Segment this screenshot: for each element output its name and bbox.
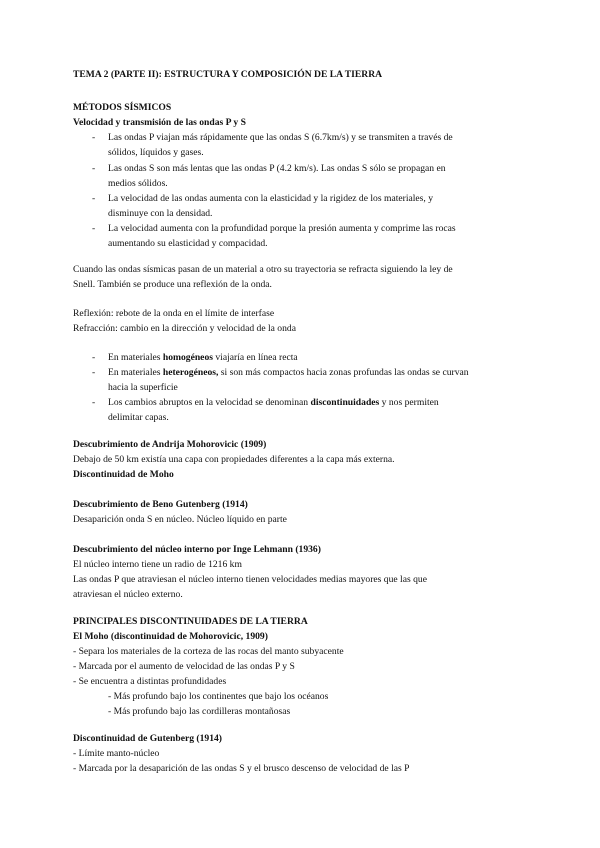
list-item: - Se encuentra a distintas profundidades: [73, 676, 227, 687]
list-item: La velocidad aumenta con la profundidad porque la presión aumenta y comprime las rocas: [108, 223, 456, 234]
bold-term: discontinuidades: [310, 397, 380, 408]
definition-refraccion: Refracción: cambio en la dirección y velocidad de la onda: [73, 323, 296, 334]
text-run: En materiales: [108, 367, 163, 378]
text-run: En materiales: [108, 352, 163, 363]
heading-mohorovicic: Descubrimiento de Andrija Mohorovicic (1909): [73, 439, 267, 450]
list-item: [108, 396, 439, 411]
text-lehmann-3: atraviesan el núcleo externo.: [73, 589, 183, 600]
sub-list-item: - Más profundo bajo las cordilleras montañosas: [108, 706, 291, 717]
definition-reflexion: Reflexión: rebote de la onda en el límite de interfase: [73, 308, 275, 319]
heading-discontinuidad-gutenberg: Discontinuidad de Gutenberg (1914): [73, 733, 222, 744]
bold-term: homogéneos: [162, 352, 213, 363]
text-gutenberg: Desaparición onda S en núcleo. Núcleo líquido en parte: [73, 514, 287, 525]
subheading-velocidad: Velocidad y transmisión de las ondas P y S: [73, 117, 246, 128]
list-item: - Límite manto-núcleo: [73, 748, 160, 759]
bullet-dash: -: [92, 367, 96, 378]
page-title: TEMA 2 (PARTE II): ESTRUCTURA Y COMPOSICIÓN DE LA TIERRA: [73, 69, 383, 80]
paragraph-line: Cuando las ondas sísmicas pasan de un material a otro su trayectoria se refracta siguiendo la ley de: [73, 264, 453, 275]
list-item: Las ondas P viajan más rápidamente que las ondas S (6.7km/s) y se transmiten a través de: [108, 132, 453, 143]
heading-moho: El Moho (discontinuidad de Mohorovicic, 1909): [73, 631, 268, 642]
heading-gutenberg: Descubrimiento de Beno Gutenberg (1914): [73, 499, 248, 510]
list-item-continuation: aumentando su elasticidad y compacidad.: [108, 238, 268, 249]
bullet-dash: -: [92, 193, 96, 204]
text-lehmann-1: El núcleo interno tiene un radio de 1216 km: [73, 559, 242, 570]
text-run: Los cambios abruptos en la velocidad se denominan: [108, 397, 311, 408]
heading-lehmann: Descubrimiento del núcleo interno por Inge Lehmann (1936): [73, 544, 321, 555]
list-item: - Separa los materiales de la corteza de las rocas del manto subyacente: [73, 646, 344, 657]
text-lehmann-2: Las ondas P que atraviesan el núcleo interno tienen velocidades medias mayores que las que: [73, 574, 427, 585]
bullet-dash: -: [92, 132, 96, 143]
list-item-continuation: hacia la superficie: [108, 382, 178, 393]
list-item: - Marcada por el aumento de velocidad de las ondas P y S: [73, 661, 295, 672]
list-item-continuation: sólidos, líquidos y gases.: [108, 147, 204, 158]
text-mohorovicic: Debajo de 50 km existía una capa con propiedades diferentes a la capa más externa.: [73, 454, 395, 465]
list-item: - Marcada por la desaparición de las ondas S y el brusco descenso de velocidad de las P: [73, 763, 410, 774]
sub-list-item: - Más profundo bajo los continentes que bajo los océanos: [108, 691, 329, 702]
bullet-dash: -: [92, 223, 96, 234]
list-item: [108, 351, 298, 366]
bullet-dash: -: [92, 397, 96, 408]
text-run: y nos permiten: [379, 397, 439, 408]
list-item: La velocidad de las ondas aumenta con la elasticidad y la rigidez de los materiales, y: [108, 193, 433, 204]
section-heading-principales: PRINCIPALES DISCONTINUIDADES DE LA TIERRA: [73, 616, 308, 627]
list-item: Las ondas S son más lentas que las ondas P (4.2 km/s). Las ondas S sólo se propagan en: [108, 163, 446, 174]
paragraph-line: Snell. También se produce una reflexión de la onda.: [73, 279, 272, 290]
list-item-continuation: disminuye con la densidad.: [108, 208, 213, 219]
bullet-dash: -: [92, 163, 96, 174]
list-item-continuation: medios sólidos.: [108, 178, 168, 189]
bold-moho: Discontinuidad de Moho: [73, 469, 174, 480]
text-run: si son más compactos hacia zonas profundas las ondas se curvan: [218, 367, 469, 378]
list-item-continuation: delimitar capas.: [108, 412, 169, 423]
list-item: [108, 366, 469, 381]
text-run: viajaría en línea recta: [212, 352, 298, 363]
section-heading-metodos: MÉTODOS SÍSMICOS: [73, 102, 172, 113]
bullet-dash: -: [92, 352, 96, 363]
bold-term: heterogéneos,: [162, 367, 219, 378]
